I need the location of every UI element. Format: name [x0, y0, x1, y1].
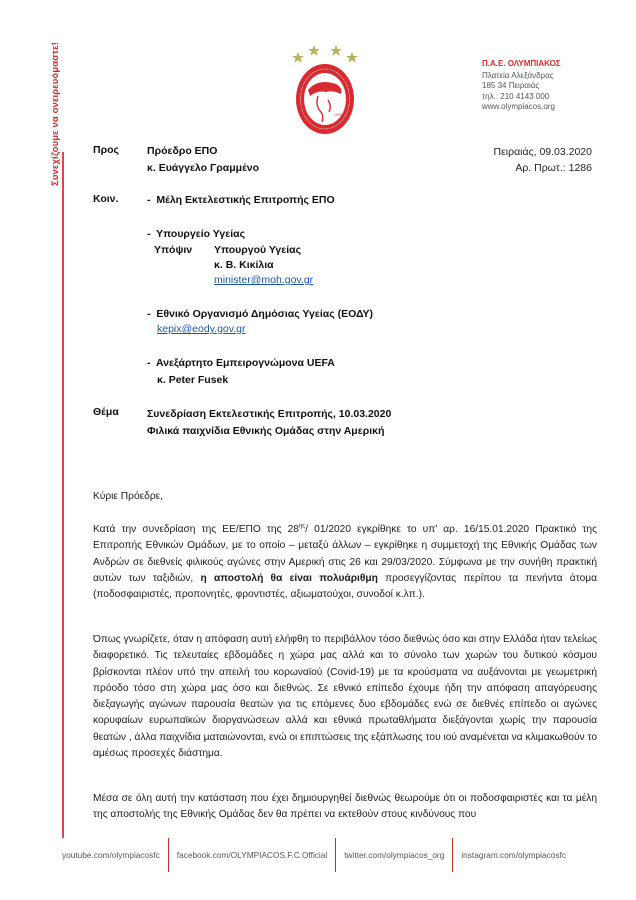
protocol-number: Αρ. Πρωτ.: 1286: [515, 162, 592, 174]
emphasis: η αποστολή θα είναι πολυάριθμη: [200, 572, 378, 584]
cc-item-title: Υπουργείο Υγείας: [156, 228, 246, 240]
email-link[interactable]: minister@moh.gov.gr: [214, 274, 314, 286]
to-label: Προς: [93, 144, 119, 156]
cc-item: - Υπουργείο Υγείας: [147, 228, 246, 240]
recipient-line-1: Πρόεδρο ΕΠΟ: [147, 145, 218, 157]
attention-line-1: Υπουργού Υγείας: [214, 244, 302, 256]
recipient-line-2: κ. Ευάγγελο Γραμμένο: [147, 162, 260, 174]
attention-line-2: κ. Β. Κικίλια: [214, 259, 274, 271]
footer-divider: [452, 838, 453, 872]
paragraph-1: Κατά την συνεδρίαση της ΕΕ/ΕΠΟ της $28^{\eta\varsigma}/$ 01/2020 εγκρίθηκε το υπ’ αρ. 16/15.01.2020 Πρακτικό της Επιτροπής Εθνικών Ομάδων, με το οποίο – μεταξύ άλλων – εγκρίθηκε η συμμετοχή της Εθνικής Ομάδας των Ανδρών σε διεθνείς φιλικούς αγώνες στην Αμερική στις 26 και 29/03/2020. Σύμφωνα με την συνήθη πρακτική αυτών των ταξιδιών, η αποστολή θα είναι πολυάριθμη προσεγγίζοντας περίπου τα πενήντα άτομα (ποδοσφαιριστές, προπονητές, φροντιστές, αξιωματούχοι, συνοδοί κ.λπ.).: [93, 523, 598, 601]
star-icon: [308, 45, 320, 56]
website-link[interactable]: www.olympiacos.org: [482, 102, 555, 111]
email-link[interactable]: kepix@eody.gov.gr: [157, 323, 246, 335]
subject-line-2: Φιλικά παιχνίδια Εθνικής Ομάδας στην Αμερική: [147, 425, 385, 437]
address-line-2: 185 34 Πειραιάς: [482, 81, 540, 90]
cc-item: - Εθνικό Οργανισμό Δημόσιας Υγείας (ΕΟΔΥ) kepix@eody.gov.gr: [147, 308, 374, 335]
slogan-vertical: Συνεχίζουμε να ονειρευόμαστε!: [50, 42, 61, 186]
subject-label: Θέμα: [93, 406, 119, 418]
left-red-rule: [62, 152, 64, 838]
letterhead-contact: [482, 59, 561, 113]
star-icon: [330, 45, 342, 56]
subject-block: [147, 406, 391, 440]
svg-text:1925: 1925: [334, 113, 342, 117]
twitter-link[interactable]: twitter.com/olympiacos_org: [344, 850, 445, 860]
salutation: Κύριε Πρόεδρε,: [93, 491, 163, 502]
cc-item-title: Μέλη Εκτελεστικής Επιτροπής ΕΠΟ: [156, 194, 335, 206]
star-icon: [292, 52, 304, 63]
stars-icon: [292, 45, 358, 63]
paragraph-2: Όπως γνωρίζετε, όταν η απόφαση αυτή ελήφθη το περιβάλλον τόσο διεθνώς όσο και στην Ελλάδα ήταν τελείως διαφορετικό. Τις τελευταίες εβδομάδες η χώρα μας αλλά και το σύνολο των χωρών του δυτικού κόσμου βρίσκονται πλέον υπό την απειλή του κορωναϊού (Covid-19) με τα κρούσματα να αυξάνονται με γεωμετρική πρόοδο τόσο στη χώρα μας όσο και διεθνώς. Σε εθνικό επίπεδο έχουμε ήδη την απόφαση απαγόρευσης διεξαγωγής αγώνων παρουσία θεατών για τις επόμενες δυο εβδομάδες ενώ σε διεθνές επίπεδο οι αγώνες κορυφαίων ευρωπαϊκών διοργανώσεων αλλά και εθνικά πρωταθλήματα διεξάγονται χωρίς την παρουσία θεατών , άλλα παιχνίδια ματαιώνονται, ενώ οι επιπτώσεις της εξάπλωσης του ιού αναμένεται να κλιμακωθούν το αμέσως προσεχές διάστημα.: [93, 634, 597, 760]
cc-item-line-2: κ. Peter Fusek: [157, 374, 229, 386]
star-icon: [346, 52, 358, 63]
crest-inner: [304, 73, 346, 125]
cc-item-title: Εθνικό Οργανισμό Δημόσιας Υγείας (ΕΟΔΥ): [156, 308, 374, 320]
attention-label: Υπόψιν: [154, 244, 193, 256]
org-name: Π.Α.Ε. ΟΛΥΜΠΙΑΚΟΣ: [482, 59, 561, 68]
cc-label: Κοιν.: [93, 193, 119, 205]
footer-divider: [335, 838, 336, 872]
cc-item-title: Ανεξάρτητο Εμπειρογνώμονα UEFA: [155, 357, 335, 369]
youtube-link[interactable]: youtube.com/olympiacosfc: [62, 850, 160, 860]
phone: τηλ.: 210 4143 000: [482, 91, 550, 101]
footer-social-links: [60, 836, 620, 874]
recipient-block: [147, 144, 259, 176]
footer-divider: [168, 838, 169, 872]
place-date: Πειραιάς, 09.03.2020: [493, 146, 592, 158]
paragraph-3: Μέσα σε όλη αυτή την κατάσταση που έχει δημιουργηθεί διεθνώς θεωρούμε ότι οι ποδοσφαιριστές και τα μέλη της αποστολής της Εθνικής Ομάδας δεν θα πρέπει να εκτεθούν στους κινδύνους που: [93, 793, 597, 821]
cc-item: - Ανεξάρτητο Εμπειρογνώμονα UEFA κ. Peter Fusek: [147, 357, 335, 386]
attention-block: [214, 243, 313, 288]
facebook-link[interactable]: facebook.com/OLYMPIACOS.F.C.Official: [176, 850, 328, 860]
olympiacos-crest-logo: [288, 40, 362, 140]
date-protocol-block: [494, 144, 593, 176]
address-line-1: Πλατεία Αλεξάνδρας: [482, 70, 554, 80]
instagram-link[interactable]: instagram.com/olympiacosfc: [461, 850, 566, 860]
cc-item: - Μέλη Εκτελεστικής Επιτροπής ΕΠΟ: [147, 194, 335, 206]
subject-line-1: Συνεδρίαση Εκτελεστικής Επιτροπής, 10.03.2020: [147, 408, 392, 420]
